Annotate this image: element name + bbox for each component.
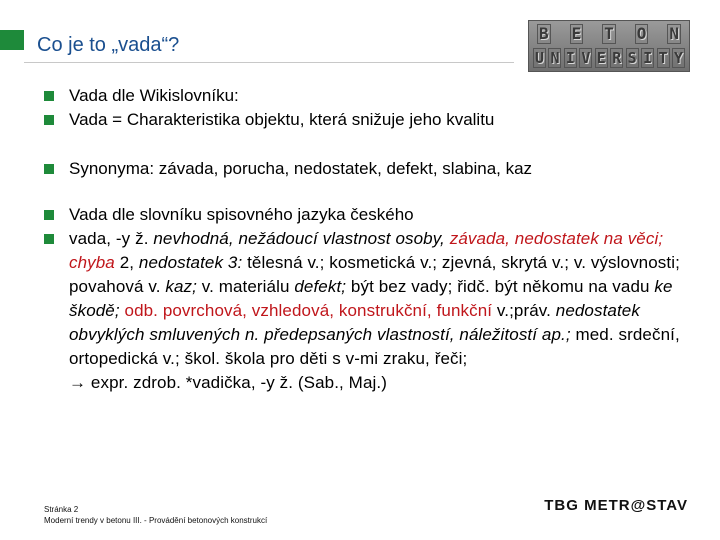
bullet-wiki-definition [44, 108, 694, 132]
logo-letter: R [612, 49, 622, 67]
logo-letter: Y [673, 49, 683, 67]
corner-accent [0, 30, 24, 50]
logo-letter: T [604, 24, 614, 43]
logo-letter: S [627, 49, 637, 67]
definition-part: tělesná v.; kosmetická v.; zjevná, skrytá v.; v. výslovnosti; povahová v. [69, 253, 680, 296]
title-divider [24, 62, 514, 63]
beton-university-logo [528, 20, 690, 72]
page-number: Stránka 2 [44, 505, 79, 514]
bullet-wiki-heading [44, 84, 694, 108]
logo-letter: N [669, 24, 679, 43]
definition-part: závada, nedostatek na věci; chyba [69, 229, 664, 272]
bullet-synonyms [44, 157, 694, 181]
definition-part: kaz; [165, 277, 197, 296]
bullet-text: Synonyma: závada, porucha, nedostatek, defekt, slabina, kaz [69, 159, 533, 178]
definition-part: med. srdeční, ortopedická v.; škol. škola pro děti s v-mi zraku, řeči; [69, 325, 680, 368]
logo-letter: T [658, 49, 668, 67]
definition-part: → expr. zdrob. *vadička, -y ž. (Sab., Maj.) [69, 373, 387, 392]
square-bullet-icon [44, 164, 54, 174]
logo-letter: I [565, 49, 575, 67]
definition-part: 2, [114, 253, 139, 272]
logo-letter: U [535, 49, 545, 67]
logo-letter: E [571, 24, 582, 43]
footer [44, 504, 267, 526]
logo-letter: E [596, 49, 606, 67]
bullet-text: Vada dle slovníku spisovného jazyka českého [69, 205, 414, 224]
course-name: Moderní trendy v betonu III. - Provádění betonových konstrukcí [44, 516, 268, 525]
definition-part: ke škodě; [69, 277, 673, 320]
square-bullet-icon [44, 234, 54, 244]
definition-part: nedostatek 3: [138, 253, 243, 272]
definition-part: nedostatek obvyklých smluvených n. předepsaných vlastností, náležitostí ap.; [69, 301, 640, 344]
logo-letter: I [643, 49, 653, 67]
definition-part: v. materiálu [196, 277, 295, 296]
logo-letter: B [539, 24, 549, 43]
bullet-dictionary-heading [44, 203, 694, 227]
bullet-text: Vada dle Wikislovníku: [69, 86, 239, 105]
slide-title: Co je to „vada“? [37, 34, 180, 56]
square-bullet-icon [44, 210, 54, 220]
logo-letter: O [636, 24, 647, 43]
bullet-text: Vada = Charakteristika objektu, která snižuje jeho kvalitu [69, 110, 495, 129]
square-bullet-icon [44, 115, 54, 125]
bullet-dictionary-definition [44, 227, 694, 395]
definition-part: odb. povrchová, vzhledová, konstrukční, funkční [124, 301, 493, 320]
definition-part: nevhodná, nežádoucí vlastnost osoby, [153, 229, 450, 248]
square-bullet-icon [44, 91, 54, 101]
logo-letter: V [581, 49, 591, 67]
definition-part: defekt; [294, 277, 347, 296]
definition-part: v.;práv. [492, 301, 556, 320]
tbg-metrostav-logo: TBG METR@STAV [544, 497, 688, 514]
logo-bottom-row [533, 48, 685, 68]
definition-part: být bez vady; řidč. být někomu na vadu [346, 277, 655, 296]
logo-letter: N [550, 49, 560, 67]
definition-part: vada, -y ž. [69, 229, 154, 248]
bullet-list [44, 84, 694, 395]
logo-top-row [537, 24, 681, 44]
